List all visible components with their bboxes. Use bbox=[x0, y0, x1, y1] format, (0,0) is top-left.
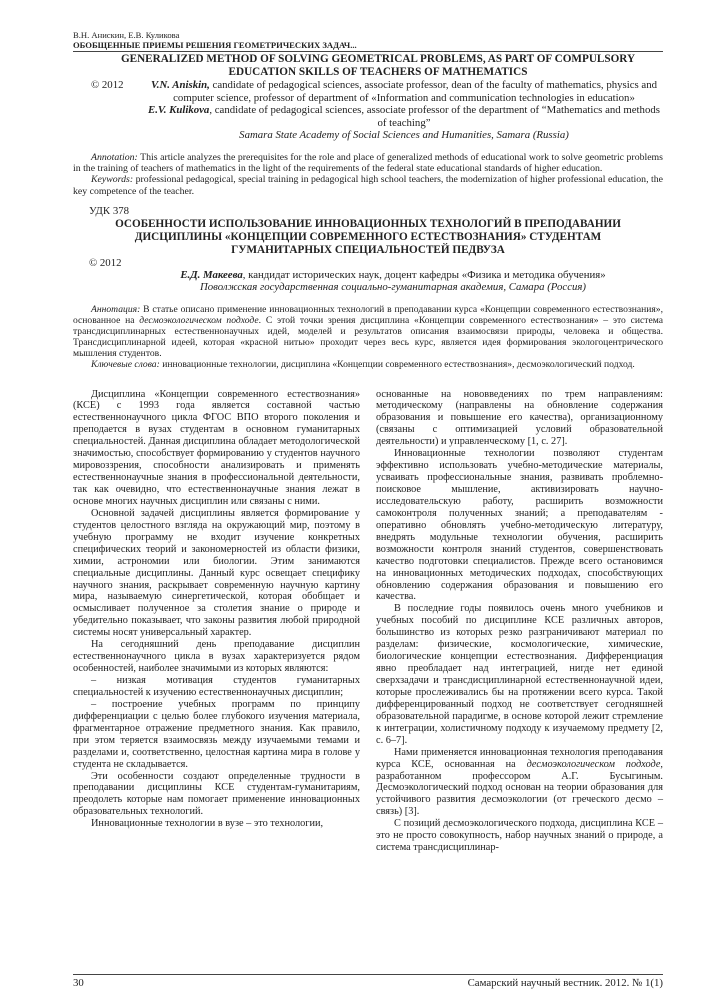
english-author-1 bbox=[145, 79, 663, 104]
russian-annotation-text-a: В статье описано применение инновационных технологий в преподавании курса «Концепции современного естествознания», основанное на bbox=[73, 303, 663, 327]
english-authors-block bbox=[73, 79, 663, 142]
english-abstract bbox=[73, 152, 663, 197]
body-paragraph: Дисциплина «Концепции современного естествознания» (КСЕ) с 1993 года является составной частью естественнонаучного цикла ФГОС ВПО второго поколения и преподается в вузах студентам в основном гуманитарных специальностей. Данная дисциплина обладает методологической значимостью, способствует формированию у студентов научного мировоззрения, способности анализировать и применять естественнонаучные знания в профессиональной деятельности, так как очевидно, что естественнонаучные знания лежат в основе многих научных дисциплин или связаны с ними. bbox=[73, 388, 360, 507]
body-list-item: – построение учебных программ по принципу дифференциации с целью более глубокого изучения материала, фрагментарное отражение предметного знания. Как правило, при этом теряется взаимосвязь между изучаемыми темами и разделами и, соответственно, целостная картина мира в голове у студента не складывается. bbox=[73, 698, 360, 770]
body-text-a: Нами применяется инновационная технология преподавания курса КСЕ, основанная на bbox=[376, 746, 663, 770]
body-paragraph: В последние годы появилось очень много учебников и учебных пособий по дисциплине КСЕ различных авторов, большинство из которых резко разграничивают материал по разделам: физические, космологические, химические, биологические концепции естествознания. Дифференциация явно преобладает над интеграцией, нигде нет единой сверхзадачи и трансдисциплинарной естественнонаучной идеи, которые прослеживались бы на протяжении всего курса. Такой дифференцированный подход не соответствует сегодняшней образовательной парадигме, в основе которой лежит стремление к интеграции, холистичному подходу к изучаемому предмету [2, с. 6–7]. bbox=[376, 603, 663, 746]
body-paragraph bbox=[376, 747, 663, 819]
russian-abstract bbox=[73, 304, 663, 371]
english-annotation bbox=[73, 152, 663, 174]
english-author-2-name: E.V. Kulikova bbox=[148, 104, 210, 117]
english-annotation-label: Annotation: bbox=[91, 151, 138, 163]
body-paragraph: С позиций десмоэкологического подхода, дисциплина КСЕ – это не просто совокупность, набор научных знаний о природе, а система трансдисциплинар- bbox=[376, 818, 663, 854]
english-annotation-text: This article analyzes the prerequisites for the role and place of generalized methods of educational work to solve geometric problems in the training of teachers of mathematics in the light of the requirements of the federal state educational standards of higher education. bbox=[73, 151, 663, 175]
russian-keywords-label: Ключевые слова: bbox=[91, 359, 160, 371]
russian-annotation-text-b: десмоэкологическом подходе bbox=[139, 315, 259, 327]
body-text-italic: десмоэкологическом подходе bbox=[526, 758, 661, 770]
english-author-1-desc: candidate of pedagogical sciences, associate professor, dean of the faculty of mathematics, physics and computer science, professor of department of «Information and communication technologies in education» bbox=[173, 79, 657, 104]
english-author-2 bbox=[145, 104, 663, 129]
russian-title: ОСОБЕННОСТИ ИСПОЛЬЗОВАНИЕ ИННОВАЦИОННЫХ ТЕХНОЛОГИЙ В ПРЕПОДАВАНИИ ДИСЦИПЛИНЫ «КОНЦЕПЦИИ СОВРЕМЕННОГО ЕСТЕСТВОЗНАНИЯ» СТУДЕНТАМ ГУМАНИТАРНЫХ СПЕЦИАЛЬНОСТЕЙ ПЕДВУЗА bbox=[115, 217, 621, 256]
page-footer bbox=[73, 977, 663, 989]
russian-author bbox=[123, 269, 663, 282]
russian-affiliation: Поволжская государственная социально-гуманитарная академия, Самара (Россия) bbox=[199, 281, 586, 294]
running-head-title: ОБОБЩЕННЫЕ ПРИЕМЫ РЕШЕНИЯ ГЕОМЕТРИЧЕСКИХ ЗАДАЧ... bbox=[73, 40, 357, 50]
page-number: 30 bbox=[73, 977, 84, 989]
english-title: GENERALIZED METHOD OF SOLVING GEOMETRICAL PROBLEMS, AS PART OF COMPULSORY EDUCATION SKILLS OF TEACHERS OF MATHEMATICS bbox=[120, 53, 636, 78]
russian-copyright: © 2012 bbox=[89, 256, 122, 269]
english-author-1-name: V.N. Aniskin, bbox=[151, 79, 210, 91]
english-keywords-label: Keywords: bbox=[91, 174, 134, 186]
english-copyright: © 2012 bbox=[91, 79, 124, 91]
english-keywords-text: professional pedagogical, special training in pedagogical high school teachers, the modernization of higher professional education, the key competence of the teacher. bbox=[73, 174, 663, 197]
body-paragraph: Инновационные технологии позволяют студентам эффективно использовать учебно-методические материалы, усваивать профессиональные знания, развивать проблемно-поисковое мышление, активизировать научно-исследовательскую работу, расширить возможности самоконтроля полученных знаний; а преподавателям - оперативно обновлять учебно-методическую литературу, внедрять модульные технологии обучения, расширить возможности контроля знаний студентов, совершенствовать качество подготовки специалистов. Прежде всего остановимся на инновационных методических подходах, способствующих обновлению содержания образования и повышению его качества. bbox=[376, 448, 663, 603]
header-rule bbox=[73, 51, 663, 52]
body-paragraph: Инновационные технологии в вузе – это технологии, bbox=[91, 818, 324, 830]
russian-keywords bbox=[73, 359, 663, 370]
udk-code: УДК 378 bbox=[89, 204, 130, 217]
running-head bbox=[73, 30, 663, 50]
english-affiliation: Samara State Academy of Social Sciences and Humanities, Samara (Russia) bbox=[239, 129, 569, 142]
russian-annotation-text-c: . С этой точки зрения дисциплина «Концепции современного естествознания» – это система трансдисциплинарных естественнонаучных идей, моделей и результатов описания взаимосвязи природы, человека и общества. Трансдисциплинарной идеей, которая «красной нитью» проходит через весь курс, является идея формирования экологоцентрического мышления студентов. bbox=[73, 315, 664, 360]
russian-author-block bbox=[73, 269, 663, 294]
body-paragraph: На сегодняшний день преподавание дисциплин естественнонаучного цикла в вузах характеризуется рядом особенностей, наиболее значимыми из которых являются: bbox=[73, 639, 360, 675]
russian-author-desc: , кандидат исторических наук, доцент кафедры «Физика и методика обучения» bbox=[242, 268, 606, 281]
body-left-column bbox=[73, 389, 360, 855]
russian-annotation bbox=[73, 304, 663, 359]
running-head-authors: В.Н. Анискин, Е.В. Куликова bbox=[73, 30, 180, 40]
english-author-2-desc: , candidate of pedagogical sciences, associate professor of the department of “Mathematics and methods of teaching” bbox=[209, 104, 660, 129]
english-keywords bbox=[73, 174, 663, 196]
body-text-c: , разработанном профессором А.Г. Бусыгиным. Десмоэкологический подход основан на теории образования для устойчивого развития десмоэкологии (от греческого десмо – связь) [3]. bbox=[376, 758, 663, 818]
body-paragraph-continued: основанные на нововведениях по трем направлениям: методическому (направлены на обновление содержания образования и повышение его качества), организационному (связаны с оптимизацией условий образовательной деятельности) и управленческому [1, с. 27]. bbox=[376, 388, 663, 448]
russian-author-name: Е.Д. Макеева bbox=[180, 268, 243, 281]
journal-name: Самарский научный вестник. 2012. № 1(1) bbox=[467, 977, 663, 989]
body-list-item: – низкая мотивация студентов гуманитарных специальностей к изучению естественнонаучных дисциплин; bbox=[73, 675, 360, 698]
russian-keywords-text: инновационные технологии, дисциплина «Концепции современного естествознания», десмоэкологический подход. bbox=[159, 359, 635, 371]
article-page bbox=[73, 30, 663, 854]
body-paragraph: Основной задачей дисциплины является формирование у студентов целостного взгляда на окружающий мир, поэтому в учебную программу не входит изучение конкретных специфических теорий и закономерностей из области физики, химии, астрономии или биологии. Этим занимаются специальные дисциплины. Данный курс освещает специфику научного знания, раскрывает современную научную картину мира, называемую синергетической, которая обобщает и осмысливает полученное за столетия знание о природе и убедительно показывает, что законы развития любой природной системы носят универсальный характер. bbox=[73, 507, 360, 639]
footer-rule bbox=[73, 974, 663, 975]
russian-annotation-label: Аннотация: bbox=[91, 303, 141, 315]
body-right-column bbox=[376, 389, 663, 855]
body-paragraph: Эти особенности создают определенные трудности в преподавании дисциплины КСЕ студентам-гуманитариям, преодолеть которые нам помогает применение инновационных образовательных технологий. bbox=[73, 770, 360, 818]
body-columns bbox=[73, 389, 663, 855]
